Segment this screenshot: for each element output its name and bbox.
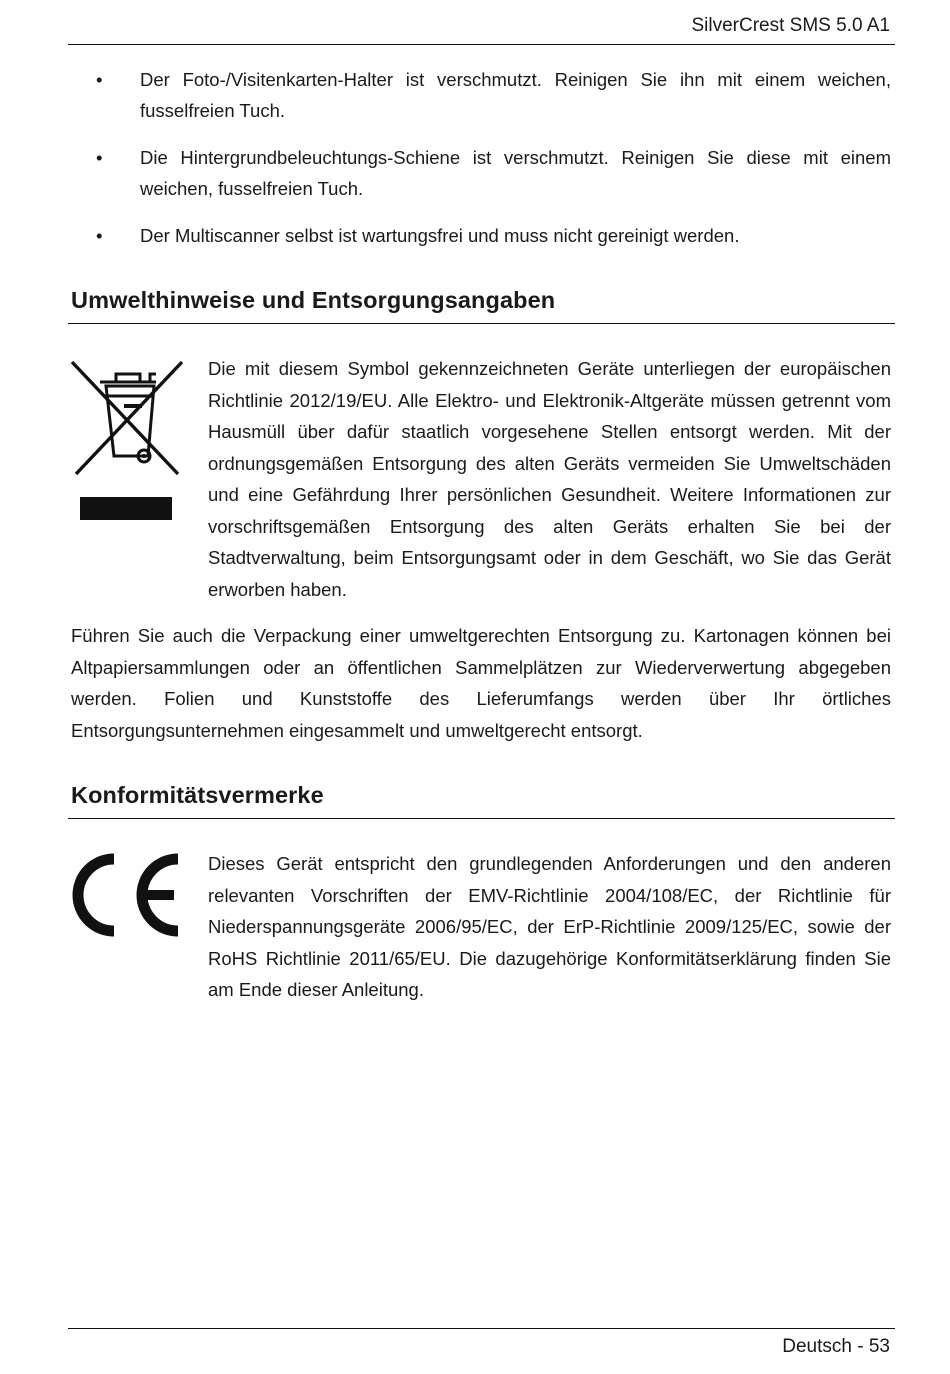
packaging-disposal-text: Führen Sie auch die Verpackung einer umweltgerechten Entsorgung zu. Kartonagen können bei Altpapiersammlungen oder an öffentlichen Sammelplätzen zur Wiederverwertung abgegeben werden. Folien und Kunststoffe des Lieferumfangs werden über Ihr örtliches Entsorgungsunternehmen eingesammelt und umweltgerecht entsorgt. — [71, 625, 891, 741]
bullet-text: Der Foto-/Visitenkarten-Halter ist verschmutzt. Reinigen Sie ihn mit einem weichen, fusselfreien Tuch. — [140, 69, 891, 121]
header-divider — [68, 44, 895, 45]
bullet-marker: • — [96, 69, 103, 90]
conformity-section-heading: Konformitätsvermerke — [71, 782, 324, 808]
bullet-marker: • — [96, 225, 103, 246]
bullet-text: Die Hintergrundbeleuchtungs-Schiene ist verschmutzt. Reinigen Sie diese mit einem weichen, fusselfreien Tuch. — [140, 147, 891, 199]
weee-crossed-bin-icon — [68, 356, 186, 524]
conformity-heading-divider — [68, 818, 895, 819]
conformity-text: Dieses Gerät entspricht den grundlegenden Anforderungen und den anderen relevanten Vorschriften der EMV-Richtlinie 2004/108/EC, der Richtlinie für Niederspannungsgeräte 2006/95/EC, der ErP-Richtlinie 2009/125/EC, sowie der RoHS Richtlinie 2011/65/EU. Die dazugehörige Konformitätserklärung finden Sie am Ende dieser Anleitung. — [208, 853, 891, 1000]
bullet-text: Der Multiscanner selbst ist wartungsfrei und muss nicht gereinigt werden. — [140, 225, 740, 246]
ce-mark-icon — [68, 850, 186, 940]
footer-divider — [68, 1328, 895, 1329]
weee-disposal-text: Die mit diesem Symbol gekennzeichneten Geräte unterliegen der europäischen Richtlinie 2012/19/EU. Alle Elektro- und Elektronik-Altgeräte müssen getrennt vom Hausmüll über dafür staatlich vorgesehene Stellen entsorgt werden. Mit der ordnungsgemäßen Entsorgung des alten Geräts vermeiden Sie Umweltschäden und eine Gefährdung Ihrer persönlichen Gesundheit. Weitere Informationen zur vorschriftsgemäßen Entsorgung des alten Geräts erhalten Sie bei der Stadtverwaltung, beim Entsorgungsamt oder in dem Geschäft, wo Sie das Gerät erworben haben. — [208, 358, 891, 600]
bullet-marker: • — [96, 147, 103, 168]
list-item — [72, 64, 891, 126]
list-item — [72, 220, 891, 251]
environment-section-heading: Umwelthinweise und Entsorgungsangaben — [71, 287, 556, 313]
page-number: Deutsch - 53 — [782, 1336, 890, 1357]
maintenance-bullet-list — [72, 64, 891, 267]
page-header-title: SilverCrest SMS 5.0 A1 — [691, 15, 890, 36]
list-item — [72, 142, 891, 204]
environment-heading-divider — [68, 323, 895, 324]
